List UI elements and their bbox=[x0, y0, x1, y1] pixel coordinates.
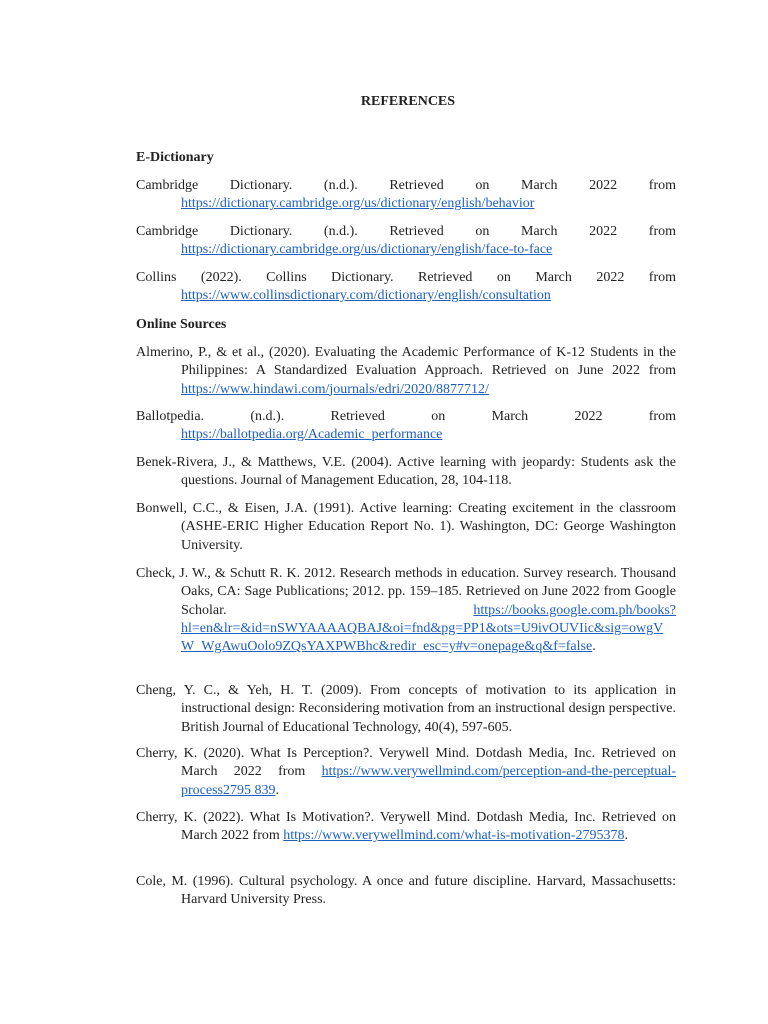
reference-text: Cherry, K. (2022). What Is Motivation?. Verywell Mind. Dotdash Media, Inc. Retrieved on March 2022 from bbox=[136, 810, 676, 844]
reference-entry: Cherry, K. (2020). What Is Perception?. Verywell Mind. Dotdash Media, Inc. Retrieved on March 2022 from https://www.verywellmind.com/perception-and-the-perceptual-process2795 839. bbox=[136, 746, 676, 798]
page-title: REFERENCES bbox=[360, 94, 456, 109]
reference-text: Collins (2022). Collins Dictionary. Retrieved on March 2022 from bbox=[136, 270, 676, 285]
section-heading-online-sources: Online Sources bbox=[136, 317, 227, 332]
reference-text: Cambridge Dictionary. (n.d.). Retrieved on March 2022 from bbox=[136, 224, 676, 239]
reference-link[interactable]: https://dictionary.cambridge.org/us/dictionary/english/behavior bbox=[181, 196, 535, 212]
reference-entry: Check, J. W., & Schutt R. K. 2012. Research methods in education. Survey research. Thousand Oaks, CA: Sage Publications; 2012. pp. 159–185. Retrieved on June 2022 from Google Scholar. https://books.google.com.ph/books?hl=en&lr=&id=nSWYAAAAQBAJ&oi=fnd&pg=PP1&ots=U9ivOUVIic&sig=owgVW_WgAwuOolo9ZQsYAXPWBhc&redir_esc=y#v=onepage&q&f=false. bbox=[136, 566, 676, 655]
reference-entry bbox=[136, 223, 676, 260]
reference-entry bbox=[136, 454, 676, 491]
reference-entry bbox=[136, 500, 676, 555]
reference-text: Bonwell, C.C., & Eisen, J.A. (1991). Active learning: Creating excitement in the classroom (ASHE-ERIC Higher Education Report No. 1). Washington, DC: George Washington University. bbox=[136, 501, 676, 553]
reference-text: Cambridge Dictionary. (n.d.). Retrieved on March 2022 from bbox=[136, 178, 676, 193]
reference-text: Cheng, Y. C., & Yeh, H. T. (2009). From concepts of motivation to its application in instructional design: Reconsidering motivation from an instructional design perspective. British Journal of Educational Technology, 40(4), 597-605. bbox=[136, 683, 676, 735]
reference-entry bbox=[136, 344, 676, 399]
reference-link[interactable]: https://www.verywellmind.com/perception-and-the-perceptual-process2795 839 bbox=[181, 764, 676, 798]
reference-link[interactable]: https://dictionary.cambridge.org/us/dictionary/english/face-to-face bbox=[181, 242, 553, 258]
reference-text: Benek-Rivera, J., & Matthews, V.E. (2004). Active learning with jeopardy: Students ask the questions. Journal of Management Education, 28, 104-118. bbox=[136, 455, 676, 489]
reference-text: Cole, M. (1996). Cultural psychology. A once and future discipline. Harvard, Massachusetts: Harvard University Press. bbox=[136, 874, 676, 908]
reference-entry bbox=[136, 177, 676, 214]
reference-entry bbox=[136, 408, 676, 445]
reference-entry: Cherry, K. (2022). What Is Motivation?. Verywell Mind. Dotdash Media, Inc. Retrieved on March 2022 from https://www.verywellmind.com/what-is-motivation-2795378. bbox=[136, 810, 676, 844]
reference-text: Almerino, P., & et al., (2020). Evaluating the Academic Performance of K-12 Students in the Philippines: A Standardized Evaluation Approach. Retrieved on June 2022 from bbox=[136, 345, 676, 379]
reference-entry bbox=[136, 269, 676, 306]
reference-entry bbox=[136, 682, 676, 737]
reference-link[interactable]: https://www.collinsdictionary.com/dictionary/english/consultation bbox=[181, 288, 551, 304]
reference-text: Check, J. W., & Schutt R. K. 2012. Research methods in education. Survey research. Thousand Oaks, CA: Sage Publications; 2012. pp. 159–185. Retrieved on June 2022 from Google Scholar. bbox=[136, 566, 676, 618]
reference-entry bbox=[136, 873, 676, 910]
reference-link[interactable]: https://www.hindawi.com/journals/edri/2020/8877712/ bbox=[181, 381, 489, 397]
reference-link[interactable]: https://ballotpedia.org/Academic_performance bbox=[181, 427, 443, 443]
section-heading-e-dictionary: E-Dictionary bbox=[136, 150, 214, 165]
reference-text: Cherry, K. (2020). What Is Perception?. Verywell Mind. Dotdash Media, Inc. Retrieved on March 2022 from bbox=[136, 746, 676, 780]
reference-link[interactable]: https://books.google.com.ph/books?hl=en&lr=&id=nSWYAAAAQBAJ&oi=fnd&pg=PP1&ots=U9ivOUVIic&sig=owgVW_WgAwuOolo9ZQsYAXPWBhc&redir_esc=y#v=onepage&q&f=false bbox=[181, 602, 676, 655]
reference-text: Ballotpedia. (n.d.). Retrieved on March 2022 from bbox=[136, 409, 676, 424]
reference-link[interactable]: https://www.verywellmind.com/what-is-motivation-2795378 bbox=[283, 828, 625, 844]
